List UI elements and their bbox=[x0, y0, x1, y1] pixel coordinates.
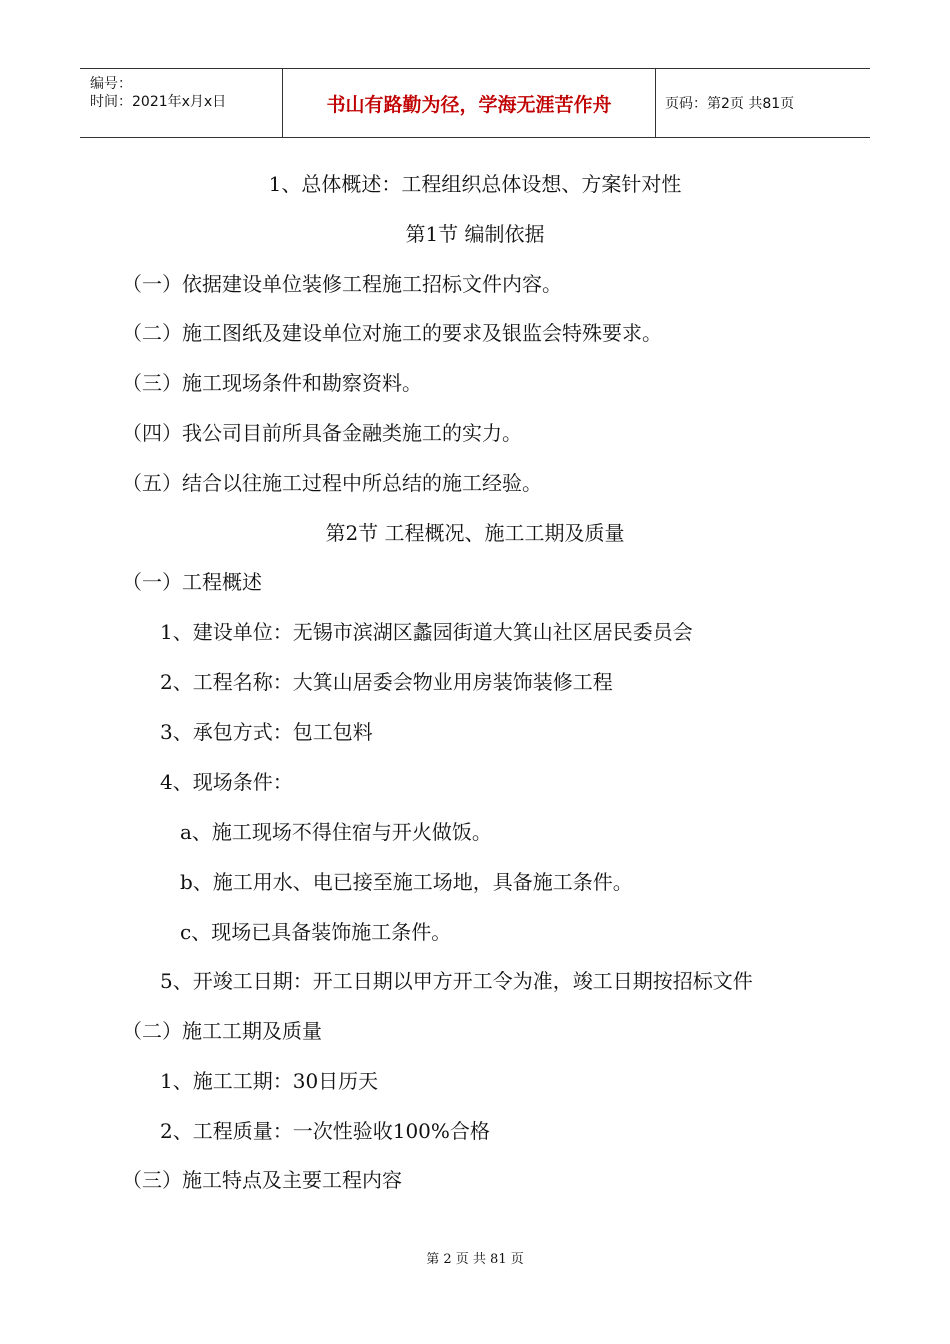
subsection-title: （二）施工工期及质量 bbox=[122, 1019, 322, 1043]
header-motto: 书山有路勤为径，学海无涯苦作舟 bbox=[326, 93, 612, 116]
page-header bbox=[80, 68, 870, 138]
list-item: 2、工程名称：大箕山居委会物业用房装饰装修工程 bbox=[160, 670, 613, 694]
header-page-cell bbox=[655, 69, 870, 137]
list-item: 3、承包方式：包工包料 bbox=[160, 720, 373, 744]
subsection-title: （三）施工特点及主要工程内容 bbox=[122, 1168, 402, 1192]
page-footer: 第 2 页 共 81 页 bbox=[426, 1252, 524, 1267]
header-motto-cell bbox=[282, 69, 656, 137]
list-item: a、施工现场不得住宿与开火做饭。 bbox=[180, 820, 492, 844]
section-title: 第1节 编制依据 bbox=[405, 222, 545, 246]
list-item: （四）我公司目前所具备金融类施工的实力。 bbox=[122, 421, 522, 445]
list-item: 4、现场条件： bbox=[160, 770, 293, 794]
list-item: b、施工用水、电已接至施工场地，具备施工条件。 bbox=[180, 870, 633, 894]
document-code: 编号： bbox=[90, 76, 132, 92]
list-item: 2、工程质量：一次性验收100%合格 bbox=[160, 1119, 490, 1143]
list-item: 5、开竣工日期：开工日期以甲方开工令为准，竣工日期按招标文件 bbox=[160, 969, 753, 993]
list-item: （一）依据建设单位装修工程施工招标文件内容。 bbox=[122, 272, 562, 296]
header-meta bbox=[80, 69, 282, 137]
header-page-info: 页码：第2页 共81页 bbox=[665, 96, 795, 112]
list-item: （三）施工现场条件和勘察资料。 bbox=[122, 371, 422, 395]
section-title: 第2节 工程概况、施工工期及质量 bbox=[325, 521, 625, 545]
list-item: 1、施工工期：30日历天 bbox=[160, 1069, 379, 1093]
chapter-heading: 1、总体概述：工程组织总体设想、方案针对性 bbox=[268, 172, 682, 196]
list-item: （五）结合以往施工过程中所总结的施工经验。 bbox=[122, 471, 542, 495]
list-item: c、现场已具备装饰施工条件。 bbox=[180, 920, 452, 944]
list-item: （二）施工图纸及建设单位对施工的要求及银监会特殊要求。 bbox=[122, 321, 662, 345]
list-item: 1、建设单位：无锡市滨湖区蠡园街道大箕山社区居民委员会 bbox=[160, 620, 693, 644]
subsection-title: （一）工程概述 bbox=[122, 570, 262, 594]
document-date: 时间：2021年x月x日 bbox=[90, 94, 227, 110]
